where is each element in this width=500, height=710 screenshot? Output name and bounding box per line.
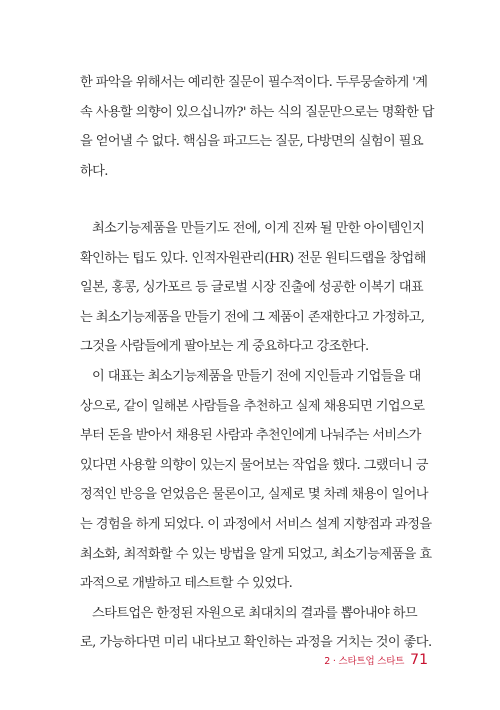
text-line: 일본, 홍콩, 싱가포르 등 글로벌 시장 진출에 성공한 이복기 대표	[80, 280, 423, 296]
paragraph-2	[80, 214, 432, 658]
text-line: 확인하는 팁도 있다. 인적자원관리(HR) 전문 원티드랩을 창업해	[80, 250, 426, 266]
page-footer	[324, 652, 428, 670]
text-line: 최소화, 최적화할 수 있는 방법을 알게 되었고, 최소기능제품을 효	[80, 546, 432, 562]
text-line: 스타트업은 한정된 자원으로 최대치의 결과를 뽑아내야 하므	[92, 605, 418, 621]
text-line: 로, 가능하다면 미리 내다보고 확인하는 과정을 거치는 것이 좋다.	[80, 635, 432, 651]
text-line: 하다.	[80, 163, 108, 179]
text-line: 정적인 반응을 얻었음은 물론이고, 실제로 몇 차례 채용이 일어나	[80, 487, 428, 503]
text-line: 그것을 사람들에게 팔아보는 게 중요하다고 강조한다.	[80, 339, 369, 355]
text-line: 상으로, 같이 일해본 사람들을 추천하고 실제 채용되면 기업으로	[80, 398, 425, 414]
text-line: 과적으로 개발하고 테스트할 수 있었다.	[80, 576, 293, 592]
text-line: 부터 돈을 받아서 채용된 사람과 추천인에게 나눠주는 서비스가	[80, 428, 421, 444]
text-line: 이 대표는 최소기능제품을 만들기 전에 지인들과 기업들을 대	[92, 368, 421, 384]
text-line: 을 얻어낼 수 없다. 핵심을 파고드는 질문, 다방면의 실험이 필요	[80, 134, 423, 150]
chapter-running-head: 2 · 스타트업 스타트	[324, 656, 405, 667]
text-line: 있다면 사용할 의향이 있는지 물어보는 작업을 했다. 그랬더니 긍	[80, 457, 428, 473]
text-line: 는 최소기능제품을 만들기 전에 그 제품이 존재한다고 가정하고,	[80, 309, 425, 325]
paragraph-1	[80, 68, 434, 186]
text-line: 최소기능제품을 만들기도 전에, 이게 진짜 될 만한 아이템인지	[92, 221, 425, 236]
text-line: 속 사용할 의향이 있으십니까?' 하는 식의 질문만으로는 명확한 답	[80, 104, 434, 120]
text-line: 는 경험을 하게 되었다. 이 과정에서 서비스 설계 지향점과 과정을	[80, 516, 432, 532]
page-number: 71	[410, 652, 428, 668]
text-line: 한 파악을 위해서는 예리한 질문이 필수적이다. 두루뭉술하게 '계	[80, 75, 428, 90]
